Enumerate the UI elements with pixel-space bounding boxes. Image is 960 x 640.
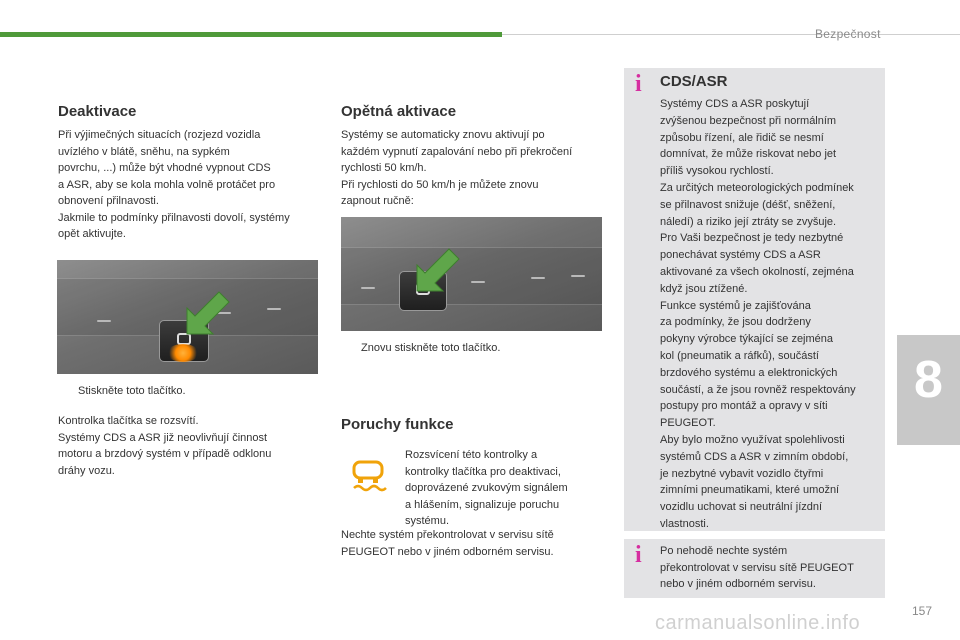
deactivation-bullet-text: Stiskněte toto tlačítko.: [78, 385, 186, 397]
header-rule: [502, 34, 960, 35]
reactivation-text: Systémy se automaticky znovu aktivují po každém vypnutí zapalování nebo při překročení rychlosti 50 km/h. Při rychlosti do 50 km/h je můžete znovu zapnout ručně:: [341, 129, 573, 207]
watermark: carmanualsonline.info: [655, 612, 861, 634]
reactivation-bullet-text: Znovu stiskněte toto tlačítko.: [361, 342, 501, 354]
button-photo-deactivation: [57, 260, 318, 374]
reactivation-bullet: [341, 340, 500, 356]
after-accident-text: Po nehodě nechte systém překontrolovat v servisu sítě PEUGEOT nebo v jiném odborném servisu.: [660, 545, 854, 590]
malfunction-text: Rozsvícení této kontrolky a kontrolky tlačítka pro deaktivaci, doprovázené zvukovým signálem a hlášením, signalizuje poruchu systému.: [405, 449, 568, 527]
deactivation-bullet: [58, 383, 186, 399]
deactivation-result-text: Kontrolka tlačítka se rozsvítí. Systémy CDS a ASR již neovlivňují činnost motoru a brzdový systém v případě odklonu dráhy vozu.: [58, 415, 272, 477]
section-title: Bezpečnost: [815, 27, 881, 41]
header-accent-bar: [0, 32, 502, 37]
page-number: 157: [912, 604, 933, 618]
info-icon: i: [635, 71, 642, 97]
heading-malfunction: Poruchy funkce: [341, 416, 454, 433]
cds-asr-text: Systémy CDS a ASR poskytují zvýšenou bezpečnost při normálním způsobu řízení, ale řidič se nesmí domnívat, že může riskovat nebo jet příliš vysokou rychlostí. Za určitých meteorologických podmínek se přilnavost snižuje (déšť, sněžení, náledí) a riziko její ztráty se zvyšuje. Pro Vaši bezpečnost je tedy nezbytné ponechávat systémy CDS a ASR aktivované za všech okolností, zejména když jsou ztížené. Funkce systémů je zajišťována za podmínky, že jsou dodrženy pokyny výrobce týkající se zejména kol (pneumatik a ráfků), součástí brzdového systému a elektronických součástí, a že jsou rovněž respektovány postupy pro montáž a opravy v síti PEUGEOT. Aby bylo možno využívat spolehlivosti systémů CDS a ASR v zimním období, je nezbytné vybavit vozidlo čtyřmi zimními pneumatikami, které umožní vozidlu uchovat si neutrální jízdní vlastnosti.: [660, 98, 856, 530]
esp-warning-lamp-icon: [348, 456, 388, 496]
arrow-pointer-icon: [415, 247, 461, 293]
heading-cds-asr: CDS/ASR: [660, 73, 728, 90]
heading-reactivation: Opětná aktivace: [341, 103, 457, 120]
malfunction-service-text: Nechte systém překontrolovat v servisu sítě PEUGEOT nebo v jiném odborném servisu.: [341, 529, 554, 558]
info-icon: i: [635, 542, 642, 568]
arrow-pointer-icon: [185, 290, 231, 336]
heading-deactivation: Deaktivace: [58, 103, 137, 120]
deactivation-text: Při výjimečných situacích (rozjezd vozidla uvízlého v blátě, sněhu, na sypkém povrchu, ...) může být vhodné vypnout CDS a ASR, aby se kola mohla volně protáčet pro obnovení přilnavosti. Jakmile to podmínky přilnavosti dovolí, systémy opět aktivujte.: [58, 129, 290, 240]
button-photo-reactivation: [341, 217, 602, 331]
chapter-number: 8: [914, 351, 943, 409]
